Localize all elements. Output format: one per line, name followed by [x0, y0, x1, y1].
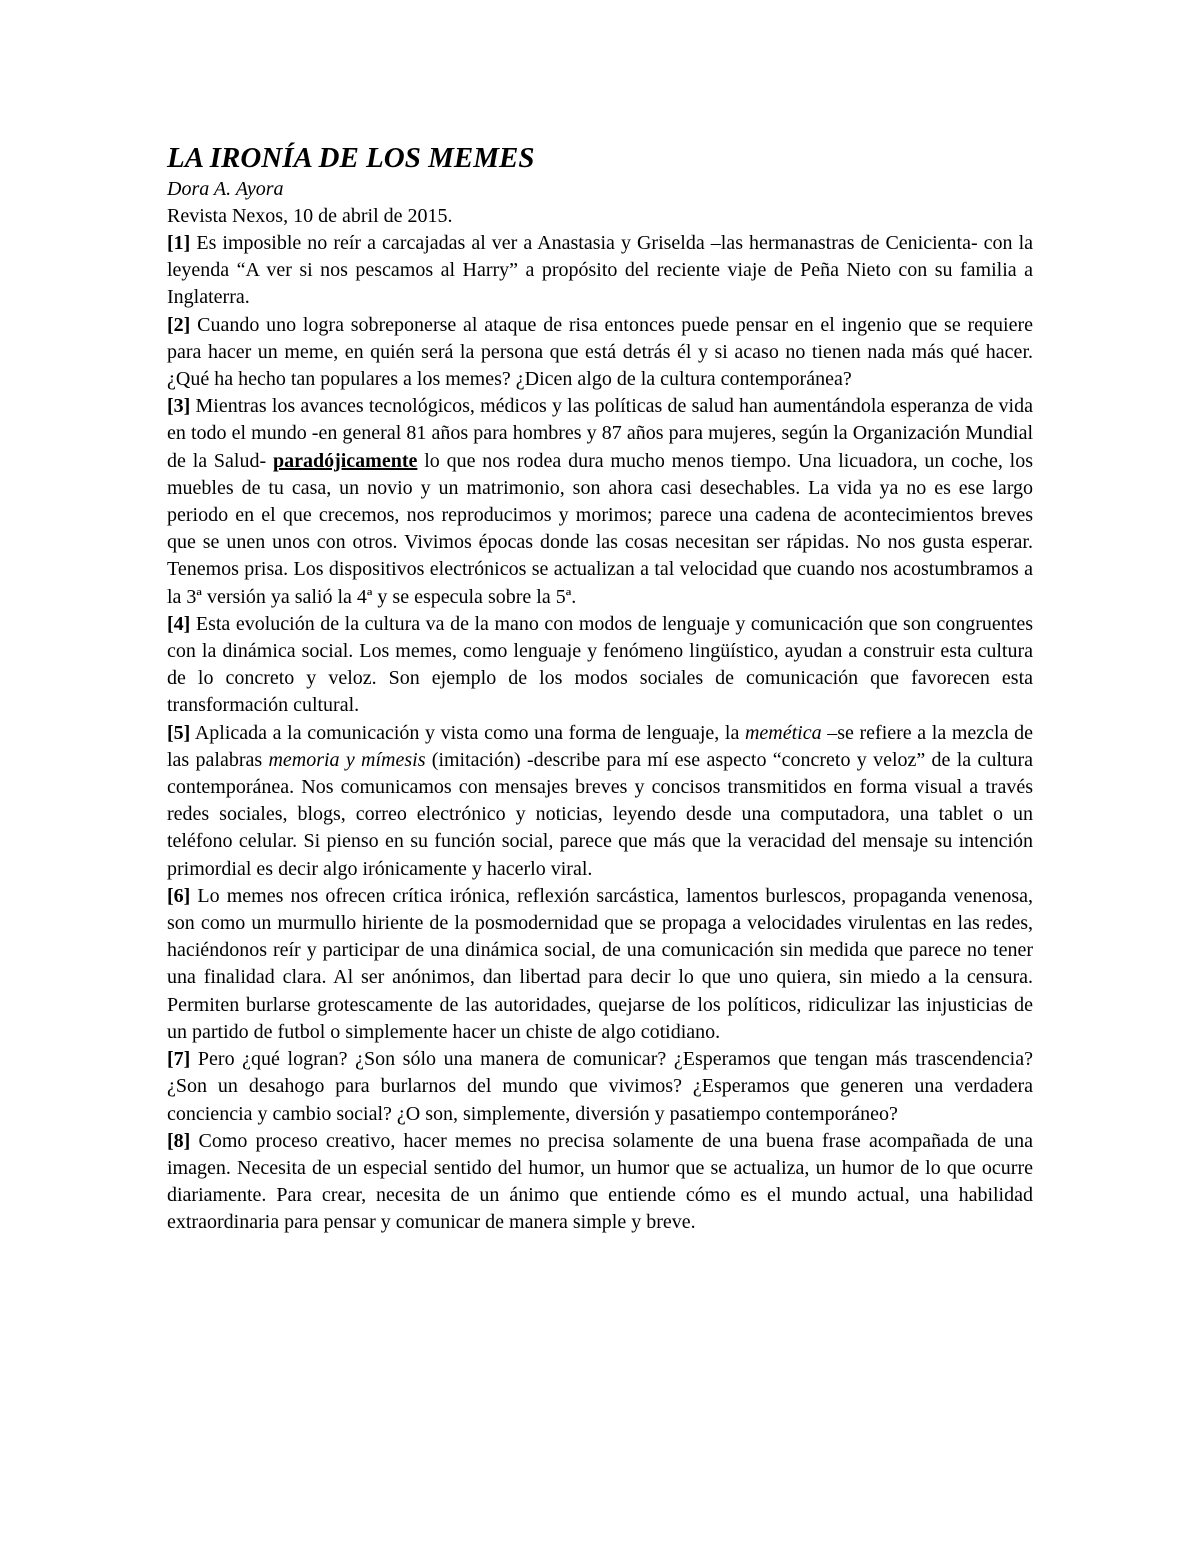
highlighted-keyword: paradójicamente	[272, 449, 418, 472]
paragraph-text: –se refiere a la mezcla de las palabras	[167, 721, 1033, 771]
paragraph-number: [8]	[167, 1129, 191, 1152]
paragraph-number: [6]	[167, 884, 191, 907]
paragraph-text: Esta evolución de la cultura va de la mano con modos de lenguaje y comunicación que son congruentes con la dinámica social. Los memes, como lenguaje y fenómeno lingüístico, ayudan a construir esta cultura de lo concreto y veloz. Son ejemplo de los modos sociales de comunicación que favorecen esta transformación cultural.	[167, 612, 1033, 717]
article-title: LA IRONÍA DE LOS MEMES	[167, 142, 535, 174]
document-page	[167, 140, 1033, 1237]
italic-term: memética	[744, 721, 822, 744]
paragraph-text: Como proceso creativo, hacer memes no precisa solamente de una buena frase acompañada de una imagen. Necesita de un especial sentido del humor, un humor que se actualiza, un humor de lo que ocurre diariamente. Para crear, necesita de un ánimo que entiende cómo es el mundo actual, una habilidad extraordinaria para pensar y comunicar de manera simple y breve.	[167, 1129, 1033, 1234]
paragraph-7	[167, 1046, 1033, 1128]
paragraph-8	[167, 1128, 1033, 1237]
paragraph-text: Cuando uno logra sobreponerse al ataque de risa entonces puede pensar en el ingenio que se requiere para hacer un meme, en quién será la persona que está detrás él y si acaso no tienen nada más qué hacer. ¿Qué ha hecho tan populares a los memes? ¿Dicen algo de la cultura contemporánea?	[167, 313, 1033, 391]
paragraph-6	[167, 883, 1033, 1046]
paragraph-number: [2]	[167, 313, 191, 336]
paragraph-number: [3]	[167, 395, 191, 418]
article-source: Revista Nexos, 10 de abril de 2015.	[167, 205, 453, 227]
paragraph-3	[167, 393, 1033, 611]
paragraph-4	[167, 611, 1033, 720]
article-author: Dora A. Ayora	[167, 178, 284, 200]
paragraph-number: [5]	[167, 721, 191, 744]
paragraph-text: Mientras los avances tecnológicos, médicos y las políticas de salud han aumentándola esperanza de vida en todo el mundo -en general 81 años para hombres y 87 años para mujeres, según la Organización Mundial de la Salud-	[167, 395, 1033, 472]
paragraph-5	[167, 720, 1033, 883]
paragraph-number: [4]	[167, 612, 191, 635]
paragraph-text: (imitación) -describe para mí ese aspecto “concreto y veloz” de la cultura contemporánea. Nos comunicamos con mensajes breves y concisos transmitidos en forma visual a través redes sociales, blogs, correo electrónico y noticias, leyendo desde una computadora, una tablet o un teléfono celular. Si pienso en su función social, parece que más que la veracidad del mensaje su intención primordial es decir algo irónicamente y hacerlo viral.	[167, 748, 1033, 880]
paragraph-text: Aplicada a la comunicación y vista como una forma de lenguaje, la	[190, 721, 745, 744]
paragraph-text: Pero ¿qué logran? ¿Son sólo una manera de comunicar? ¿Esperamos que tengan más trascendencia? ¿Son un desahogo para burlarnos del mundo que vivimos? ¿Esperamos que generen una verdadera conciencia y cambio social? ¿O son, simplemente, diversión y pasatiempo contemporáneo?	[167, 1048, 1033, 1125]
paragraph-1	[167, 230, 1033, 312]
paragraph-text: Lo memes nos ofrecen crítica irónica, reflexión sarcástica, lamentos burlescos, propaganda venenosa, son como un murmullo hiriente de la posmodernidad que se propaga a velocidades virulentas en las redes, haciéndonos reír y participar de una dinámica social, de una comunicación sin medida que parece no tener una finalidad clara. Al ser anónimos, dan libertad para decir lo que uno quiera, sin miedo a la censura. Permiten burlarse grotescamente de las autoridades, quejarse de los políticos, ridiculizar las injusticias de un partido de futbol o simplemente hacer un chiste de algo cotidiano.	[167, 884, 1033, 1043]
paragraph-number: [7]	[167, 1048, 191, 1071]
paragraph-number: [1]	[167, 232, 191, 254]
paragraph-text: lo que nos rodea dura mucho menos tiempo. Una licuadora, un coche, los muebles de tu casa, un novio y un matrimonio, son ahora casi desechables. La vida ya no es ese largo periodo en el que crecemos, nos reproducimos y morimos; parece una cadena de acontecimientos breves que se unen unos con otros. Vivimos épocas donde las cosas necesitan ser rápidas. No nos gusta esperar. Tenemos prisa. Los dispositivos electrónicos se actualizan a tal velocidad que cuando nos acostumbramos a la 3ª versión ya salió la 4ª y se especula sobre la 5ª.	[167, 449, 1034, 608]
paragraph-text: Es imposible no reír a carcajadas al ver a Anastasia y Griselda –las hermanastras de Cenicienta- con la leyenda “A ver si nos pescamos al Harry” a propósito del reciente viaje de Peña Nieto con su familia a Inglaterra.	[167, 232, 1033, 309]
italic-term: memoria y mímesis	[268, 748, 426, 771]
paragraph-2	[167, 312, 1033, 394]
